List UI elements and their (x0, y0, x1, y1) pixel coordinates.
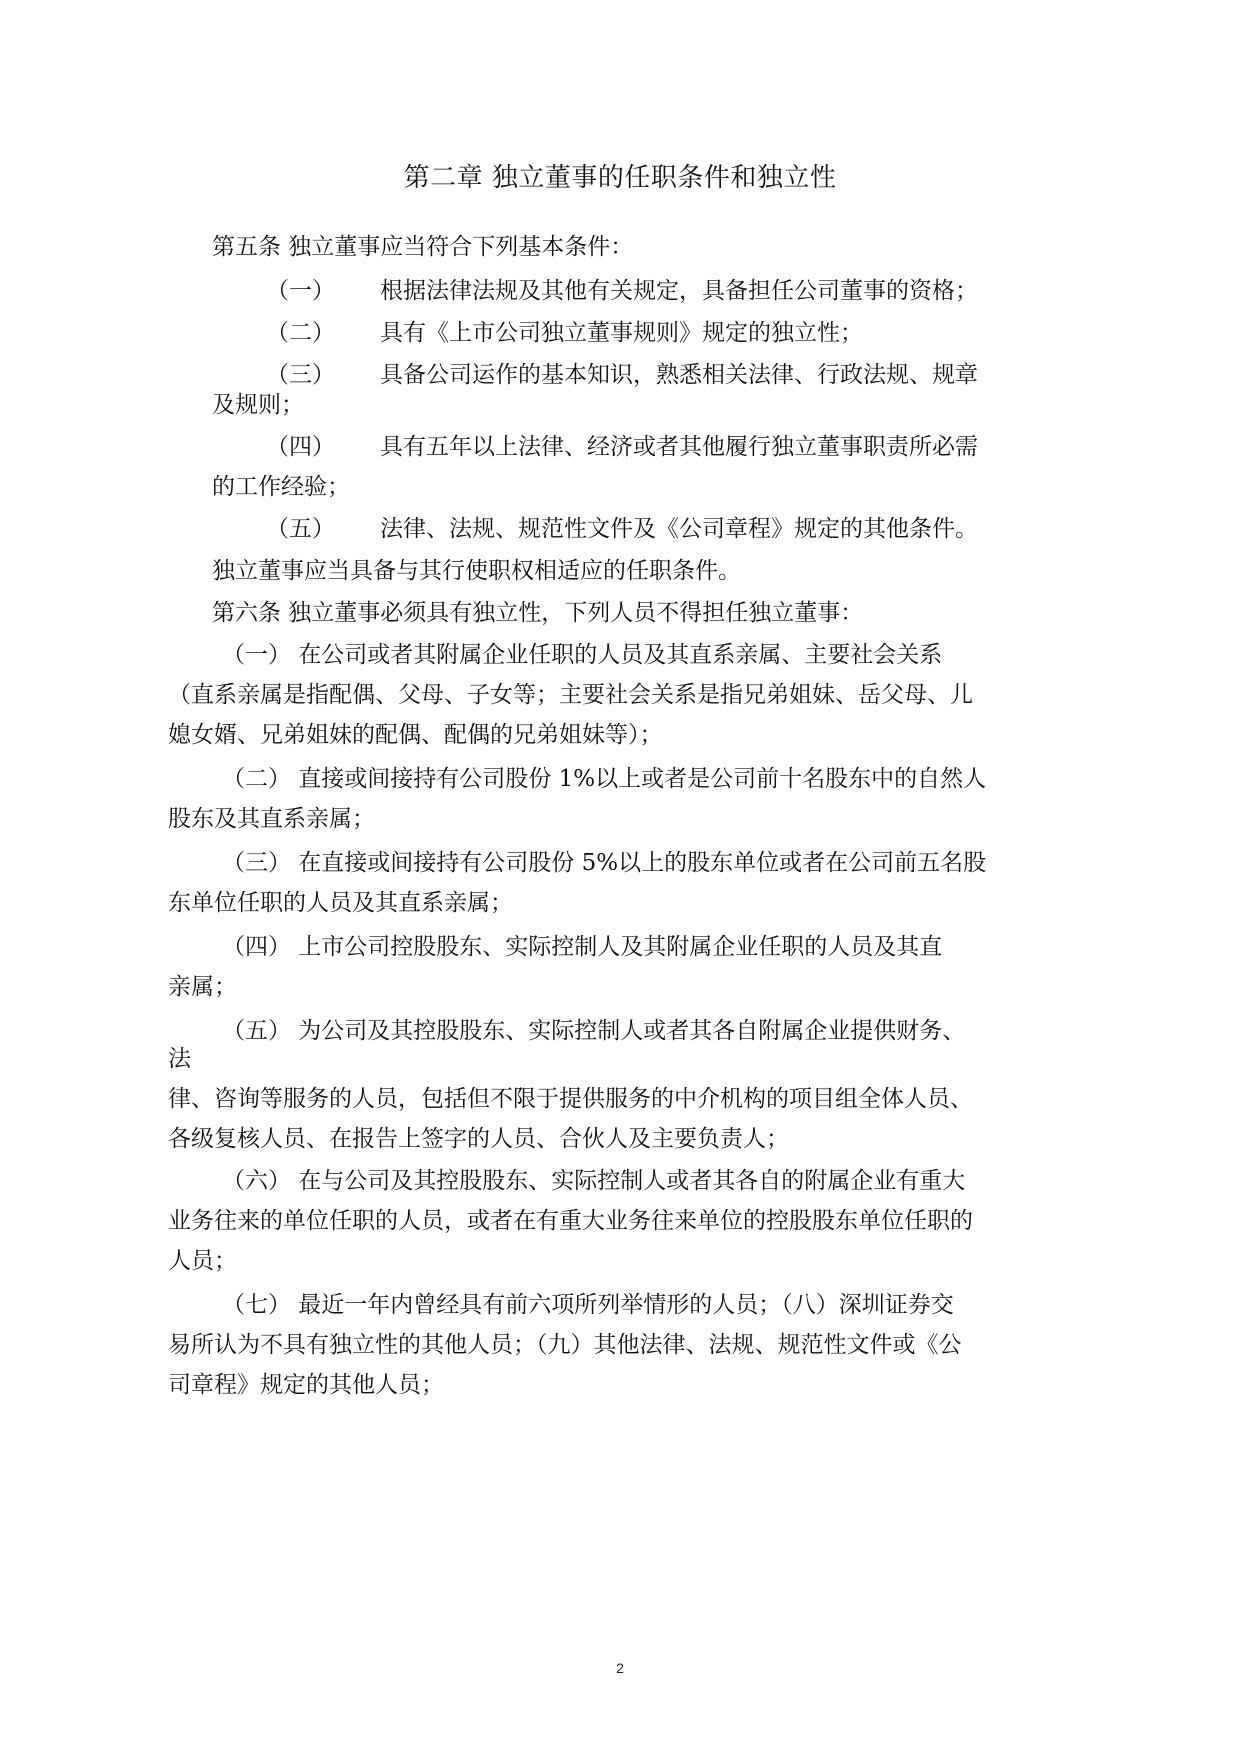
chapter-title: 第二章 独立董事的任职条件和独立性 (403, 163, 837, 193)
article6-item-5-line-3: 律、咨询等服务的人员，包括但不限于提供服务的中介机构的项目组全体人员、 (168, 1086, 973, 1112)
page-number: 2 (616, 1660, 624, 1676)
article6-item-5-line-4: 各级复核人员、在报告上签字的人员、合伙人及主要负责人； (168, 1126, 789, 1152)
article6-item-4-line-1: （四） 上市公司控股股东、实际控制人及其附属企业任职的人员及其直 (222, 934, 943, 960)
article6-item-1-line-2: （直系亲属是指配偶、父母、子女等；主要社会关系是指兄弟姐妹、岳父母、儿 (168, 682, 973, 708)
article6-item-3-line-1: （三） 在直接或间接持有公司股份 5%以上的股东单位或者在公司前五名股 (222, 850, 987, 876)
item-text: 具有五年以上法律、经济或者其他履行独立董事职责所必需 (380, 434, 978, 460)
article6-item-7-line-3: 司章程》规定的其他人员； (168, 1372, 444, 1398)
item-label: （二） (266, 320, 335, 346)
item-label: （三） (266, 362, 335, 388)
article6-item-2-line-1: （二） 直接或间接持有公司股份 1%以上或者是公司前十名股东中的自然人 (222, 766, 987, 792)
article6-item-1-line-3: 媳女婿、兄弟姐妹的配偶、配偶的兄弟姐妹等）； (168, 722, 663, 748)
article6-item-6-line-2: 业务往来的单位任职的人员，或者在有重大业务往来单位的控股股东单位任职的 (168, 1208, 973, 1234)
article5-item-4-cont: 的工作经验； (212, 474, 350, 500)
article5-item-3-cont: 及规则； (212, 392, 304, 418)
article6-heading: 第六条 独立董事必须具有独立性，下列人员不得担任独立董事： (212, 600, 864, 626)
article5-closing: 独立董事应当具备与其行使职权相适应的任职条件。 (212, 558, 741, 584)
article6-item-6-line-3: 人员； (168, 1248, 237, 1274)
article6-item-3-line-2: 东单位任职的人员及其直系亲属； (168, 890, 513, 916)
article5-heading: 第五条 独立董事应当符合下列基本条件： (212, 234, 634, 260)
article6-item-7-line-2: 易所认为不具有独立性的其他人员；（九）其他法律、法规、规范性文件或《公 (168, 1332, 962, 1358)
item-text: 根据法律法规及其他有关规定，具备担任公司董事的资格； (380, 278, 978, 304)
article6-item-5-line-2: 法 (168, 1046, 191, 1072)
article6-item-7-line-1: （七） 最近一年内曾经具有前六项所列举情形的人员；（八）深圳证券交 (222, 1292, 954, 1318)
item-text: 具有《上市公司独立董事规则》规定的独立性； (380, 320, 863, 346)
item-text: 具备公司运作的基本知识，熟悉相关法律、行政法规、规章 (380, 362, 978, 388)
article6-item-2-line-2: 股东及其直系亲属； (168, 806, 375, 832)
article5-item-4 (266, 428, 1146, 466)
article6-item-5-line-1: （五） 为公司及其控股股东、实际控制人或者其各自附属企业提供财务、 (222, 1018, 966, 1044)
article6-item-4-line-2: 亲属； (168, 974, 237, 1000)
item-label: （四） (266, 434, 335, 460)
article6-item-1-line-1: （一） 在公司或者其附属企业任职的人员及其直系亲属、主要社会关系 (222, 642, 943, 668)
item-label: （一） (266, 278, 335, 304)
article5-item-2 (266, 314, 1146, 352)
item-text: 法律、法规、规范性文件及《公司章程》规定的其他条件。 (380, 516, 978, 542)
article5-item-1 (266, 272, 1146, 310)
item-label: （五） (266, 516, 335, 542)
article5-item-5 (266, 510, 1146, 548)
article6-item-6-line-1: （六） 在与公司及其控股股东、实际控制人或者其各自的附属企业有重大 (222, 1168, 966, 1194)
